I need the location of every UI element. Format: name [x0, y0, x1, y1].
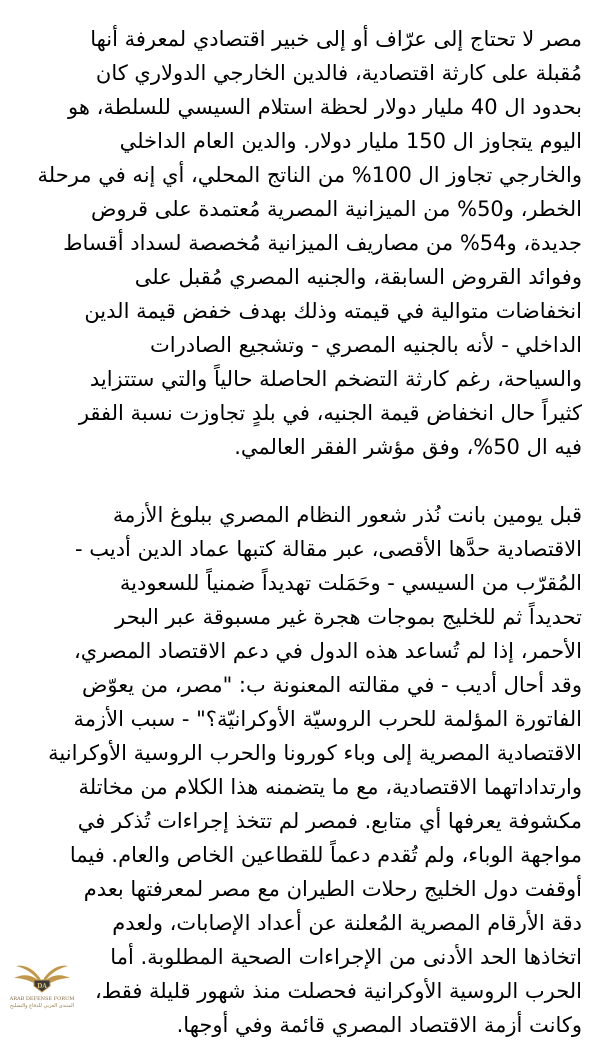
text-line: الحرب الروسية الأوكرانية فحصلت منذ شهور قليلة فقط،: [95, 979, 582, 1003]
text-line: الأحمر، إذا لم تُساعد هذه الدول في دعم الاقتصاد المصري،: [74, 639, 582, 663]
text-line: انخفاضات متوالية في قيمته وذلك بهدف خفض قيمة الدين: [84, 299, 582, 323]
text-line: اتخاذها الحد الأدنى من الإجراءات الصحية المطلوبة. أما: [110, 945, 582, 969]
text-line: دقة الأرقام المصرية المُعلنة عن أعداد الإصابات، ولعدم: [112, 911, 582, 935]
text-line: الخطر، و50% من الميزانية المصرية مُعتمدة على قروض: [90, 197, 582, 221]
text-line: الاقتصادية المصرية إلى وباء كورونا والحرب الروسية الأوكرانية: [48, 741, 582, 765]
text-line: الفاتورة المؤلمة للحرب الروسيّة الأوكرانيّة؟" - سبب الأزمة: [73, 707, 582, 731]
text-line: الاقتصادية حدَّها الأقصى، عبر مقالة كتبها عماد الدين أديب -: [74, 537, 582, 561]
eagle-emblem-icon: [6, 958, 78, 996]
text-line: وفوائد القروض السابقة، والجنيه المصري مُقبل على: [134, 265, 582, 289]
text-line: تحديداً ثم للخليج بموجات هجرة غير مسبوقة عبر البحر: [115, 605, 582, 629]
text-line: أوقفت دول الخليج رحلات الطيران مع مصر لمعرفتها بعدم: [83, 877, 582, 901]
text-line: وقد أحال أديب - في مقالته المعنونة ب: "مصر، من يعوّض: [81, 673, 582, 697]
watermark-initials: DA: [37, 983, 47, 990]
text-line: اليوم يتجاوز ال 150 مليار دولار. والدين العام الداخلي: [119, 129, 582, 153]
article-body: [26, 22, 582, 1042]
paragraph-1: [26, 22, 582, 464]
text-line: مكشوفة يعرفها أي متابع. فمصر لم تتخذ إجراءات تُذكر في: [77, 809, 582, 833]
text-line: مصر لا تحتاج إلى عرّاف أو إلى خبير اقتصادي لمعرفة أنها: [90, 27, 582, 51]
text-line: وكانت أزمة الاقتصاد المصري قائمة وفي أوجها.: [176, 1013, 582, 1037]
paragraph-2: [26, 498, 582, 1042]
text-line: جديدة، و54% من مصاريف الميزانية مُخصصة لسداد أقساط: [63, 231, 582, 255]
text-line: والخارجي تجاوز ال 100% من الناتج المحلي، أي إنه في مرحلة: [37, 163, 582, 187]
watermark-name-ar: المنتدى العربي للدفاع والتسليح: [9, 1003, 75, 1009]
text-line: بحدود ال 40 مليار دولار لحظة استلام السيسي للسلطة، هو: [67, 95, 582, 119]
text-line: والسياحة، رغم كارثة التضخم الحاصلة حالياً والتي ستتزايد: [89, 367, 582, 391]
text-line: فيه ال 50%، وفق مؤشر الفقر العالمي.: [234, 435, 582, 459]
text-line: كثيراً حال انخفاض قيمة الجنيه، في بلدٍ تجاوزت نسبة الفقر: [78, 401, 582, 425]
text-line: وارتداداتهما الاقتصادية، مع ما يتضمنه هذا الكلام من مخاتلة: [78, 775, 582, 799]
forum-watermark: [6, 958, 78, 1020]
text-line: مُقبلة على كارثة اقتصادية، فالدين الخارجي الدولاري كان: [95, 61, 582, 85]
text-line: الداخلي - لأنه بالجنيه المصري - وتشجيع الصادرات: [150, 333, 582, 357]
watermark-name-en: ARAB DEFENSE FORUM: [9, 996, 75, 1002]
paragraph-spacer: [26, 464, 582, 498]
text-line: قبل يومين بانت نُذر شعور النظام المصري ببلوغ الأزمة: [112, 503, 582, 527]
text-line: مواجهة الوباء، ولم تُقدم دعماً للقطاعين الخاص والعام. فيما: [69, 843, 582, 867]
text-line: المُقرّب من السيسي - وحَمَلت تهديداً ضمنياً للسعودية: [119, 571, 582, 595]
